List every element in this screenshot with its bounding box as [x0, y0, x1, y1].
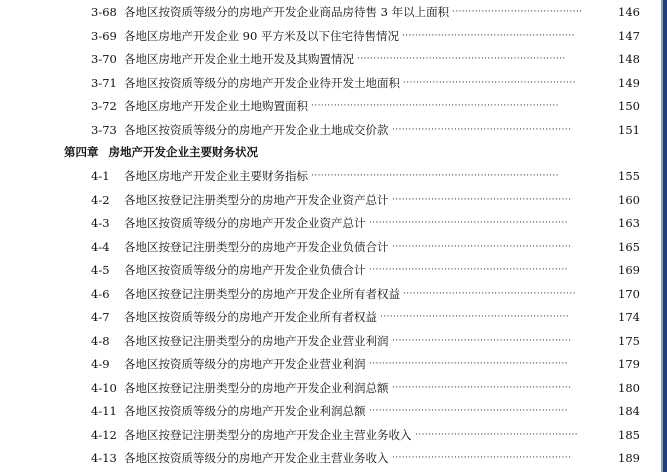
- toc-entry-number: 4-13: [91, 451, 117, 465]
- toc-entry[interactable]: [0, 425, 640, 445]
- toc-entry[interactable]: [0, 284, 640, 304]
- toc-leader-dots: ·····························································: [369, 359, 568, 369]
- toc-entry-number: 4-10: [91, 380, 117, 395]
- toc-entry-page: 184: [618, 404, 640, 418]
- toc-entry-number: 4-5: [91, 263, 110, 277]
- toc-leader-dots: ·······················································: [392, 241, 572, 252]
- toc-entry[interactable]: [0, 166, 640, 186]
- chapter-label: 第四章: [64, 145, 99, 159]
- toc-entry-page: 174: [618, 310, 640, 324]
- toc-leader-dots: ································································: [357, 54, 566, 64]
- toc-entry-number: 4-2: [91, 192, 110, 207]
- toc-entry-number: 3-68: [91, 5, 117, 19]
- toc-entry[interactable]: [0, 2, 640, 22]
- toc-entry-page: 148: [618, 52, 640, 66]
- toc-entry[interactable]: [0, 354, 640, 374]
- toc-entry-title: 各地区按资质等级分的房地产开发企业利润总额: [124, 404, 366, 418]
- toc-leader-dots: ········································: [452, 7, 583, 17]
- toc-leader-dots: ·····························································: [369, 406, 568, 416]
- toc-entry[interactable]: [0, 448, 640, 468]
- toc-entry[interactable]: [0, 401, 640, 421]
- toc-leader-dots: ·······················································: [392, 382, 572, 393]
- toc-entry-title: 各地区按登记注册类型分的房地产开发企业负债合计: [124, 239, 389, 254]
- toc-entry[interactable]: [0, 331, 640, 351]
- toc-leader-dots: ··························································: [380, 312, 570, 322]
- toc-entry-page: 149: [618, 75, 640, 90]
- toc-entry-page: 163: [618, 216, 640, 230]
- toc-entry[interactable]: [0, 73, 640, 93]
- toc-leader-dots: ·····························································: [369, 265, 568, 275]
- toc-entry[interactable]: [0, 237, 640, 257]
- toc-leader-dots: ·······················································: [392, 453, 572, 463]
- toc-entry-title: 各地区按登记注册类型分的房地产开发企业主营业务收入: [124, 427, 412, 442]
- chapter-title: 房地产开发企业主要财务状况: [108, 145, 258, 159]
- toc-entry-title: 各地区按资质等级分的房地产开发企业负债合计: [124, 263, 366, 277]
- toc-entry-page: 151: [618, 122, 640, 137]
- toc-entry-page: 155: [618, 169, 640, 183]
- toc-entry-page: 189: [618, 451, 640, 465]
- toc-entry[interactable]: [0, 307, 640, 327]
- toc-entry[interactable]: [0, 213, 640, 233]
- toc-leader-dots: ·····························································: [369, 218, 568, 228]
- toc-entry-page: 185: [618, 427, 640, 442]
- toc-leader-dots: ············································································: [311, 171, 559, 181]
- toc-entry-page: 179: [618, 357, 640, 371]
- toc-entry[interactable]: [0, 378, 640, 398]
- toc-entry[interactable]: [0, 96, 640, 116]
- toc-entry[interactable]: [0, 49, 640, 69]
- toc-entry-title: 各地区按资质等级分的房地产开发企业土地成交价款: [124, 122, 389, 137]
- toc-entry-page: 150: [618, 99, 640, 113]
- toc-entry-title: 各地区按登记注册类型分的房地产开发企业利润总额: [124, 380, 389, 395]
- toc-entry-number: 3-69: [91, 28, 117, 43]
- toc-entry-title: 各地区按资质等级分的房地产开发企业资产总计: [124, 216, 366, 230]
- toc-entry-page: 170: [618, 286, 640, 301]
- toc-leader-dots: ·······················································: [392, 124, 572, 135]
- toc-entry-page: 169: [618, 263, 640, 277]
- toc-leader-dots: ·····················································: [403, 288, 576, 299]
- toc-entry-number: 4-11: [91, 404, 117, 418]
- toc-entry[interactable]: [0, 120, 640, 140]
- toc-leader-dots: ··················································: [415, 429, 579, 440]
- toc-entry[interactable]: [0, 260, 640, 280]
- toc-entry-title: 各地区按登记注册类型分的房地产开发企业所有者权益: [124, 286, 400, 301]
- toc-entry-title: 各地区房地产开发企业土地购置面积: [124, 99, 308, 113]
- toc-entry-number: 3-73: [91, 122, 117, 137]
- toc-entry-number: 4-8: [91, 333, 110, 348]
- toc-leader-dots: ·····················································: [402, 30, 575, 41]
- viewer-scroll-edge: [663, 0, 667, 472]
- toc-leader-dots: ·····················································: [403, 77, 576, 88]
- toc-entry-number: 4-1: [91, 169, 110, 183]
- toc-entry-title: 各地区按资质等级分的房地产开发企业主营业务收入: [124, 451, 389, 465]
- toc-entry-number: 4-4: [91, 239, 110, 254]
- toc-entry-title: 各地区按资质等级分的房地产开发企业营业利润: [124, 357, 366, 371]
- toc-entry-number: 3-71: [91, 75, 117, 90]
- toc-leader-dots: ·······················································: [392, 335, 572, 346]
- toc-entry-page: 147: [618, 28, 640, 43]
- toc-entry-number: 3-72: [91, 99, 117, 113]
- toc-entry-title: 各地区房地产开发企业 90 平方米及以下住宅待售情况: [124, 28, 399, 43]
- toc-leader-dots: ············································································: [311, 101, 559, 111]
- toc-entry-page: 180: [618, 380, 640, 395]
- toc-entry-number: 4-6: [91, 286, 110, 301]
- toc-entry-number: 4-3: [91, 216, 110, 230]
- toc-entry-title: 各地区按登记注册类型分的房地产开发企业营业利润: [124, 333, 389, 348]
- toc-entry-number: 4-7: [91, 310, 110, 324]
- toc-entry[interactable]: [0, 190, 640, 210]
- toc-entry-number: 4-9: [91, 357, 110, 371]
- toc-entry-title: 各地区房地产开发企业主要财务指标: [124, 169, 308, 183]
- toc-entry-page: 175: [618, 333, 640, 348]
- toc-entry-title: 各地区按资质等级分的房地产开发企业所有者权益: [124, 310, 377, 324]
- toc-leader-dots: ·······················································: [392, 194, 572, 205]
- toc-entry-title: 各地区按资质等级分的房地产开发企业待开发土地面积: [124, 75, 400, 90]
- toc-entry-title: 各地区按登记注册类型分的房地产开发企业资产总计: [124, 192, 389, 207]
- toc-entry-page: 146: [618, 5, 640, 19]
- toc-entry-number: 3-70: [91, 52, 117, 66]
- toc-entry-page: 160: [618, 192, 640, 207]
- toc-entry-title: 各地区房地产开发企业土地开发及其购置情况: [124, 52, 354, 66]
- toc-entry[interactable]: [0, 26, 640, 46]
- toc-entry-page: 165: [618, 239, 640, 254]
- toc-entry-number: 4-12: [91, 427, 117, 442]
- toc-entry-title: 各地区按资质等级分的房地产开发企业商品房待售 3 年以上面积: [124, 5, 450, 19]
- chapter-heading[interactable]: [64, 142, 258, 162]
